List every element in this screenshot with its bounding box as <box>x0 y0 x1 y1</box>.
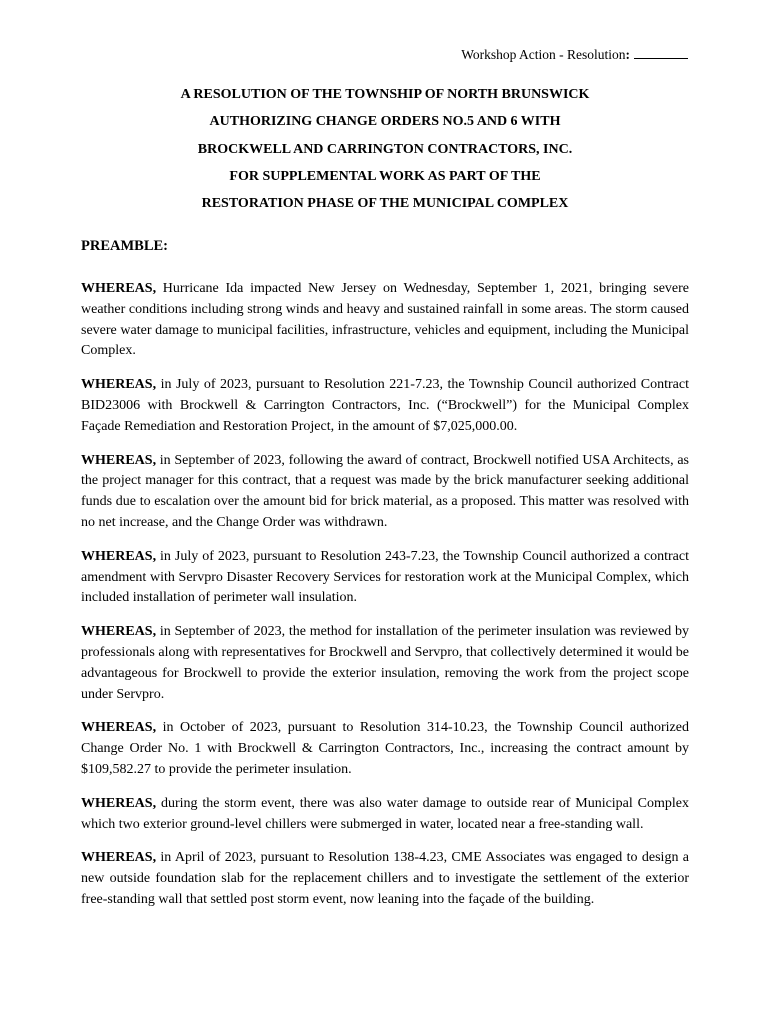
whereas-paragraph <box>81 848 689 910</box>
title-line: A RESOLUTION OF THE TOWNSHIP OF NORTH BRUNSWICK <box>180 87 590 102</box>
whereas-lead: WHEREAS, <box>81 795 157 811</box>
whereas-paragraph <box>81 794 689 836</box>
whereas-text: in September of 2023, the method for installation of the perimeter insulation was reviewed by professionals along with representatives for Brockwell and Servpro, that collectively determined it would be advantageous for Brockwell to provide the exterior insulation, removing the work from the project scope under Servpro. <box>81 624 689 702</box>
whereas-text: in July of 2023, pursuant to Resolution 221-7.23, the Township Council authorized Contract BID23006 with Brockwell & Carrington Contractors, Inc. (“Brockwell”) for the Municipal Complex Façade Remediation and Restoration Project, in the amount of $7,025,000.00. <box>81 377 689 434</box>
whereas-paragraph <box>81 622 689 705</box>
whereas-lead: WHEREAS, <box>81 720 157 736</box>
title-line: AUTHORIZING CHANGE ORDERS NO.5 AND 6 WITH <box>209 114 561 130</box>
resolution-number-blank <box>634 46 688 59</box>
workshop-action-header <box>461 46 688 64</box>
resolution-title <box>81 81 689 217</box>
whereas-paragraph <box>81 279 689 362</box>
workshop-action-label: Workshop Action - Resolution <box>461 47 626 62</box>
whereas-paragraph <box>81 718 689 780</box>
whereas-text: in July of 2023, pursuant to Resolution 243-7.23, the Township Council authorized a contract amendment with Servpro Disaster Recovery Services for restoration work at the Municipal Complex, which included installation of perimeter wall insulation. <box>81 548 689 606</box>
workshop-action-colon: : <box>625 47 630 62</box>
resolution-body <box>81 279 689 924</box>
whereas-lead: WHEREAS, <box>81 281 157 296</box>
whereas-text: in October of 2023, pursuant to Resolution 314-10.23, the Township Council authorized Change Order No. 1 with Brockwell & Carrington Contractors, Inc., increasing the contract amount by $109,582.27 to provide the perimeter insulation. <box>81 720 689 777</box>
whereas-text: Hurricane Ida impacted New Jersey on Wednesday, September 1, 2021, bringing severe weather conditions including strong winds and heavy and sustained rainfall in some areas. The storm caused severe water damage to municipal facilities, infrastructure, vehicles and equipment, including the Municipal Complex. <box>81 281 689 359</box>
preamble-heading: PREAMBLE: <box>81 238 168 254</box>
title-line: BROCKWELL AND CARRINGTON CONTRACTORS, INC. <box>197 141 573 157</box>
whereas-text: in April of 2023, pursuant to Resolution 138-4.23, CME Associates was engaged to design a new outside foundation slab for the replacement chillers and to investigate the settlement of the exterior free-standing wall that settled post storm event, now leaning into the façade of the building. <box>81 850 689 907</box>
title-line: FOR SUPPLEMENTAL WORK AS PART OF THE <box>229 168 541 184</box>
whereas-lead: WHEREAS, <box>81 377 157 393</box>
title-line: RESTORATION PHASE OF THE MUNICIPAL COMPLEX <box>201 196 569 212</box>
whereas-lead: WHEREAS, <box>81 452 157 468</box>
whereas-text: in September of 2023, following the award of contract, Brockwell notified USA Architects, as the project manager for this contract, that a request was made by the brick manufacturer seeking additional funds due to escalation over the amount bid for brick material, as a proposed. This matter was resolved with no net increase, and the Change Order was withdrawn. <box>81 452 689 530</box>
whereas-lead: WHEREAS, <box>81 548 157 564</box>
whereas-paragraph <box>81 375 689 437</box>
whereas-lead: WHEREAS, <box>81 850 157 866</box>
whereas-paragraph <box>81 547 689 609</box>
whereas-paragraph <box>81 451 689 534</box>
whereas-text: during the storm event, there was also water damage to outside rear of Municipal Complex which two exterior ground-level chillers were submerged in water, located near a free-standing wall. <box>81 795 689 832</box>
whereas-lead: WHEREAS, <box>81 624 157 640</box>
